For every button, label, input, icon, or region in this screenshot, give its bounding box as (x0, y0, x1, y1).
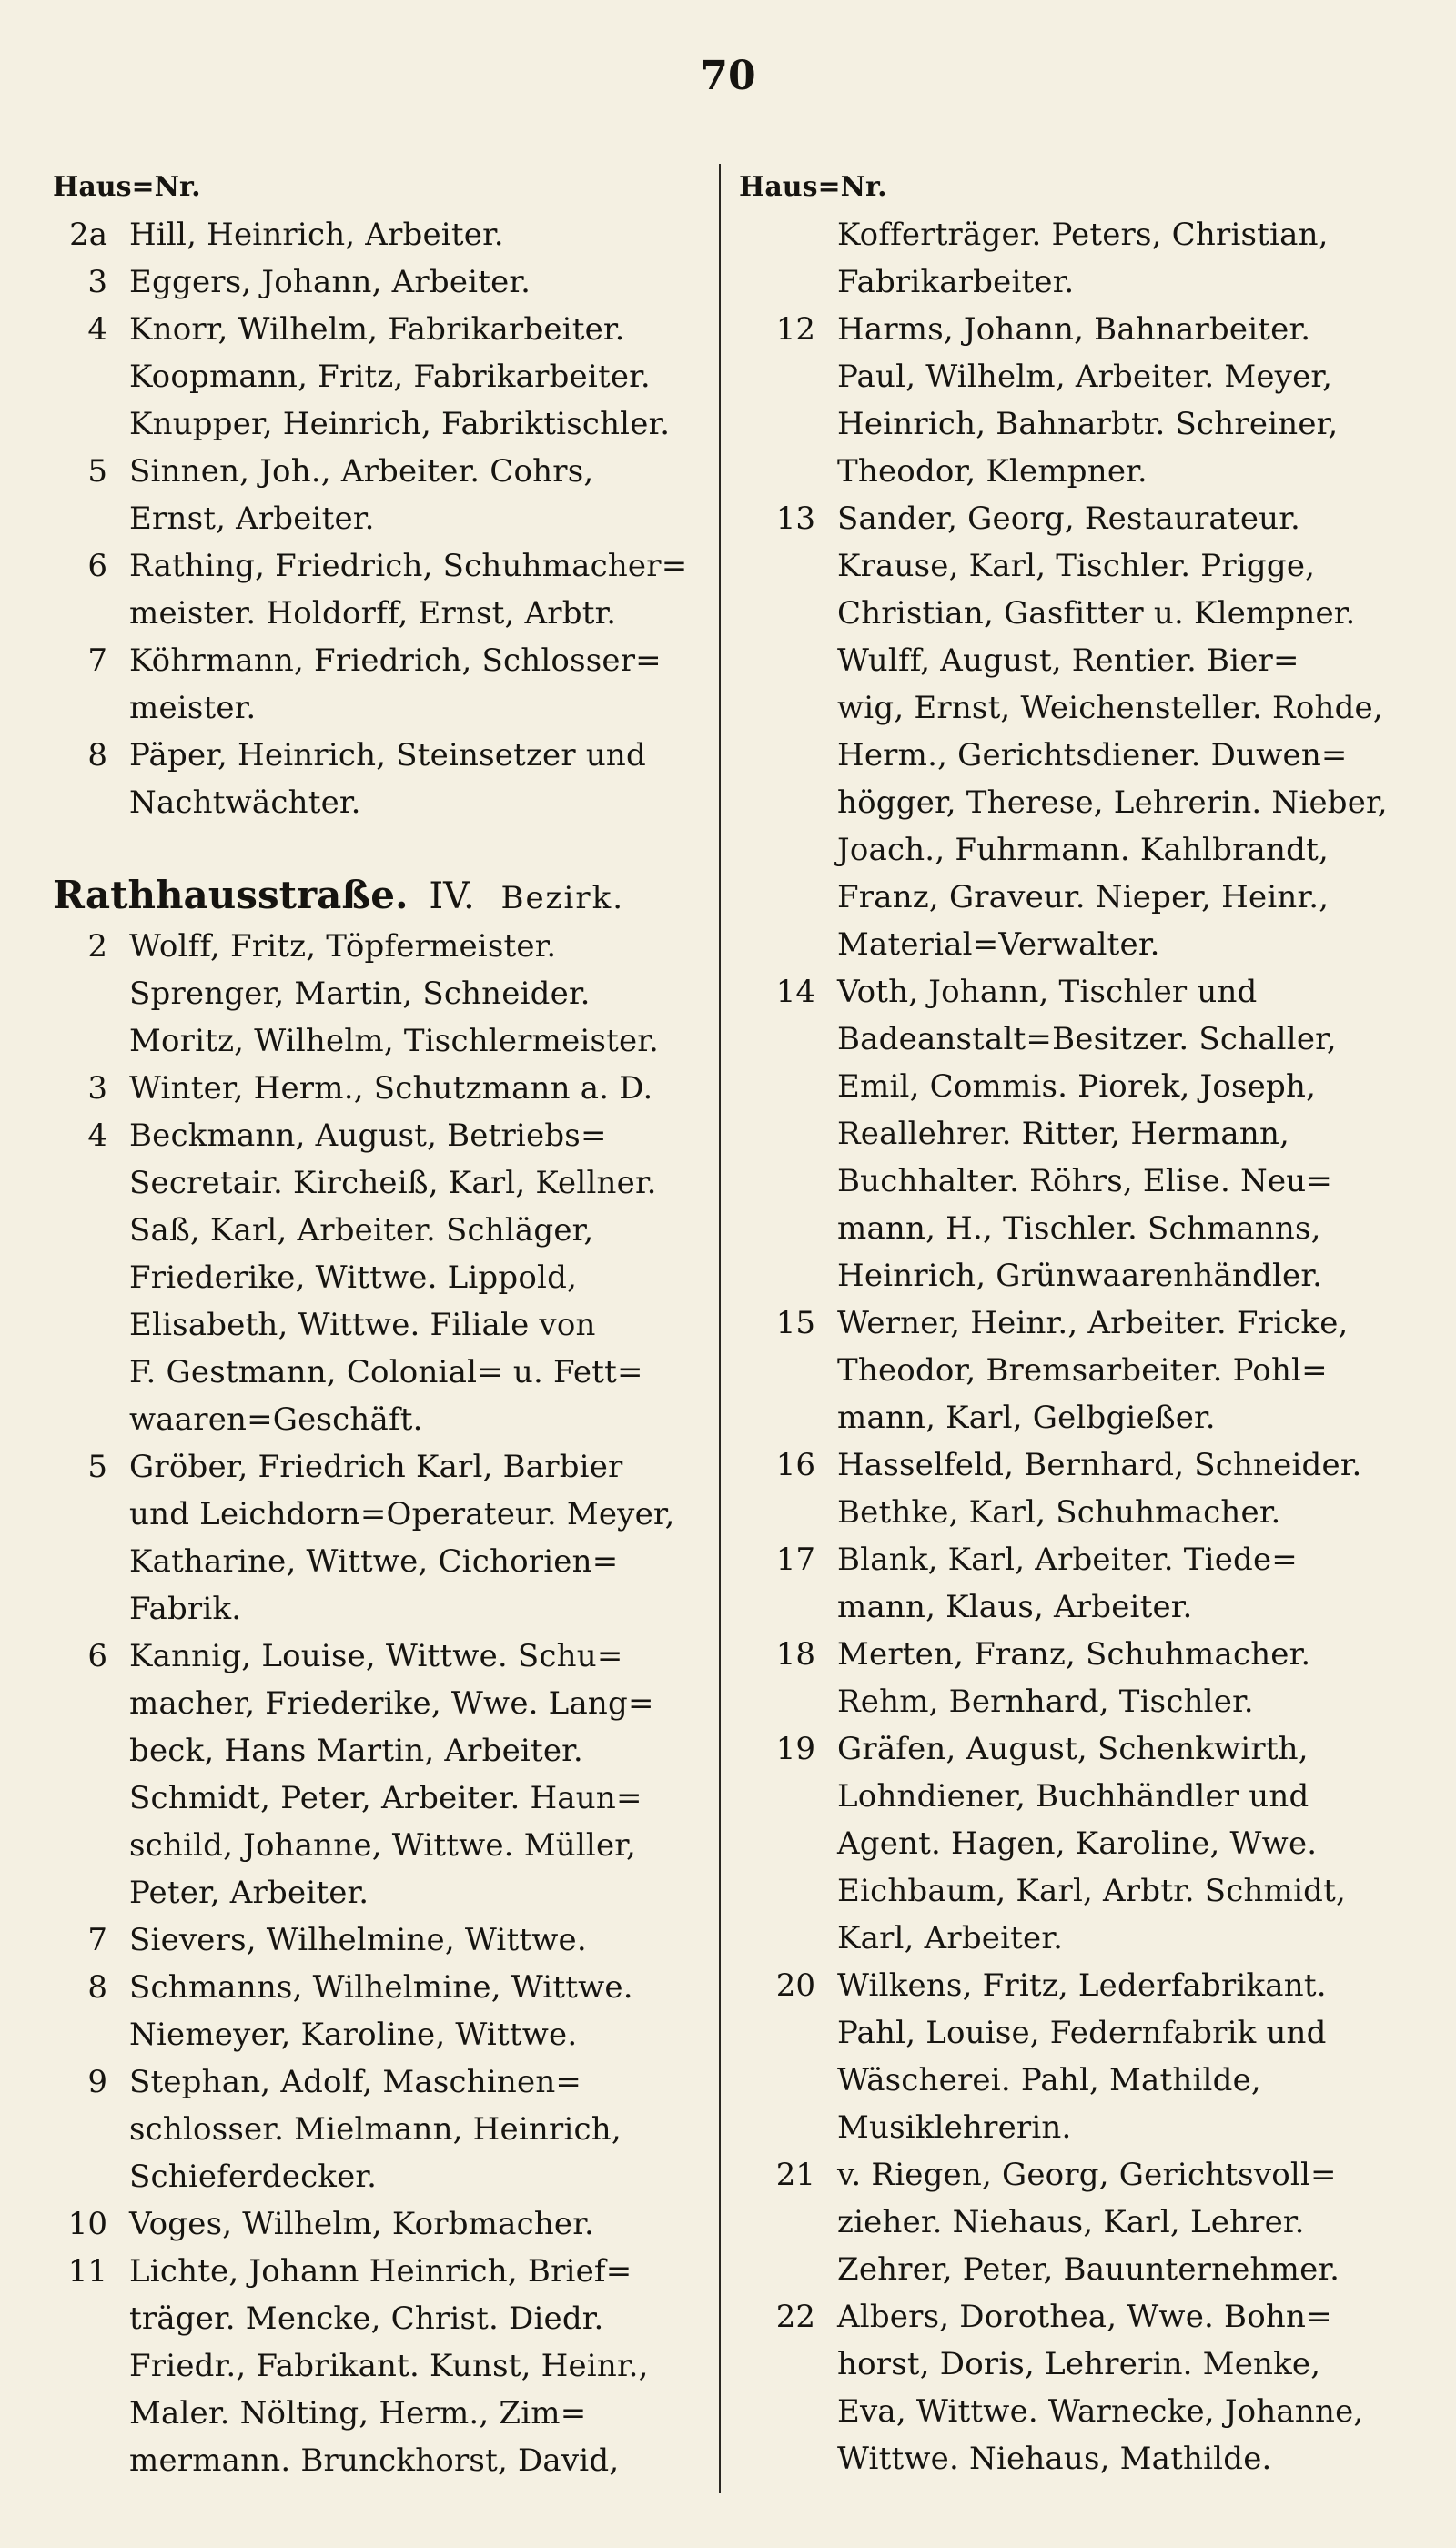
resident-text (837, 1536, 1394, 1631)
resident-text (129, 1964, 708, 2058)
resident-text (837, 968, 1394, 1299)
house-number: 4 (87, 311, 107, 348)
text-line: Musiklehrerin. (837, 2109, 1072, 2146)
directory-entry (53, 1065, 708, 1112)
text-line: mermann. Brunckhorst, David, (129, 2442, 620, 2479)
house-number-label: Haus=Nr. (739, 171, 887, 203)
text-line: Niemeyer, Karoline, Wittwe. (129, 2017, 578, 2053)
text-line: Pahl, Louise, Federnfabrik und (837, 2015, 1327, 2051)
text-line: Hill, Heinrich, Arbeiter. (129, 217, 504, 253)
street-heading (53, 868, 708, 923)
resident-text (837, 211, 1394, 306)
text-line: Winter, Herm., Schutzmann a. D. (129, 1070, 653, 1107)
house-number: 8 (87, 1969, 107, 2006)
resident-text (129, 2200, 708, 2248)
text-line: Voges, Wilhelm, Korbmacher. (129, 2206, 594, 2242)
resident-text (129, 2058, 708, 2200)
directory-entry (53, 1964, 708, 2058)
house-number: 14 (775, 974, 815, 1010)
directory-entry (53, 542, 708, 637)
text-line: waaren=Geschäft. (129, 1401, 423, 1438)
house-number: 21 (775, 2157, 815, 2193)
text-line: Sander, Georg, Restaurateur. (837, 500, 1300, 537)
house-number: 11 (67, 2253, 107, 2290)
text-line: Emil, Commis. Piorek, Joseph, (837, 1068, 1317, 1105)
text-line: Heinrich, Grünwaarenhändler. (837, 1258, 1323, 1294)
directory-entry (739, 2293, 1394, 2482)
resident-text (129, 923, 708, 1065)
house-number: 20 (775, 1967, 815, 2004)
text-line: Koopmann, Fritz, Fabrikarbeiter. (129, 359, 651, 395)
house-number: 6 (87, 1638, 107, 1674)
text-line: meister. (129, 690, 257, 726)
text-line: Blank, Karl, Arbeiter. Tiede= (837, 1542, 1298, 1578)
text-line: Kannig, Louise, Wittwe. Schu= (129, 1638, 623, 1674)
text-line: Knorr, Wilhelm, Fabrikarbeiter. (129, 311, 625, 348)
house-number: 22 (775, 2299, 815, 2335)
resident-text (129, 2248, 708, 2484)
directory-entry (53, 732, 708, 826)
text-line: Voth, Johann, Tischler und (837, 974, 1258, 1010)
text-line: Theodor, Klempner. (837, 453, 1148, 490)
text-line: Kofferträger. Peters, Christian, (837, 217, 1329, 253)
directory-entry (739, 1441, 1394, 1536)
text-line: Paul, Wilhelm, Arbeiter. Meyer, (837, 359, 1333, 395)
text-line: Knupper, Heinrich, Fabriktischler. (129, 406, 671, 442)
text-line: meister. Holdorff, Ernst, Arbtr. (129, 595, 617, 632)
directory-entry (53, 637, 708, 732)
text-line: wig, Ernst, Weichensteller. Rohde, (837, 690, 1383, 726)
directory-entry (739, 495, 1394, 968)
house-number: 2 (87, 928, 107, 965)
house-number: 5 (87, 1449, 107, 1485)
resident-text (837, 1725, 1394, 1962)
directory-entry (739, 211, 1394, 306)
text-line: Päper, Heinrich, Steinsetzer und (129, 737, 646, 774)
resident-text (129, 1112, 708, 1443)
text-line: Schieferdecker. (129, 2159, 378, 2195)
house-number: 16 (775, 1447, 815, 1483)
text-line: Agent. Hagen, Karoline, Wwe. (837, 1825, 1318, 1862)
text-line: Theodor, Bremsarbeiter. Pohl= (837, 1352, 1328, 1389)
text-line: Albers, Dorothea, Wwe. Bohn= (837, 2299, 1332, 2335)
text-line: Maler. Nölting, Herm., Zim= (129, 2395, 587, 2432)
directory-entry (53, 306, 708, 448)
text-line: Schmidt, Peter, Arbeiter. Haun= (129, 1780, 642, 1816)
resident-text (129, 542, 708, 637)
text-line: und Leichdorn=Operateur. Meyer, (129, 1496, 675, 1532)
text-line: Köhrmann, Friedrich, Schlosser= (129, 642, 662, 679)
text-line: Badeanstalt=Besitzer. Schaller, (837, 1021, 1337, 1057)
text-line: Krause, Karl, Tischler. Prigge, (837, 548, 1316, 584)
house-number: 9 (87, 2064, 107, 2100)
text-line: Saß, Karl, Arbeiter. Schläger, (129, 1212, 594, 1249)
text-line: Sinnen, Joh., Arbeiter. Cohrs, (129, 453, 594, 490)
resident-text (129, 1916, 708, 1964)
directory-entry (53, 1112, 708, 1443)
house-number: 19 (775, 1731, 815, 1767)
text-line: Reallehrer. Ritter, Hermann, (837, 1116, 1290, 1152)
house-number: 13 (775, 500, 815, 537)
text-line: Bethke, Karl, Schuhmacher. (837, 1494, 1281, 1531)
text-line: macher, Friederike, Wwe. Lang= (129, 1685, 654, 1722)
text-line: Eva, Wittwe. Warnecke, Johanne, (837, 2393, 1364, 2430)
left-column (53, 164, 708, 2484)
text-line: Rehm, Bernhard, Tischler. (837, 1684, 1254, 1720)
text-line: Lohndiener, Buchhändler und (837, 1778, 1309, 1815)
text-line: Lichte, Johann Heinrich, Brief= (129, 2253, 632, 2290)
entry-list (53, 923, 708, 2484)
column-divider (719, 164, 721, 2493)
resident-text (129, 1443, 708, 1633)
resident-text (129, 306, 708, 448)
directory-entry (53, 2248, 708, 2484)
resident-text (837, 1631, 1394, 1725)
text-line: Fabrikarbeiter. (837, 264, 1075, 300)
resident-text (129, 1065, 708, 1112)
street-name: Rathhausstraße. (53, 873, 409, 917)
text-line: Wulff, August, Rentier. Bier= (837, 642, 1299, 679)
house-number: 7 (87, 1922, 107, 1958)
text-line: Gröber, Friedrich Karl, Barbier (129, 1449, 623, 1485)
page-number: 70 (700, 53, 756, 99)
house-number: 4 (87, 1117, 107, 1154)
text-line: Eggers, Johann, Arbeiter. (129, 264, 531, 300)
resident-text (129, 732, 708, 826)
directory-entry (739, 1631, 1394, 1725)
text-line: Christian, Gasfitter u. Klempner. (837, 595, 1356, 632)
directory-entry (53, 258, 708, 306)
text-line: Joach., Fuhrmann. Kahlbrandt, (837, 832, 1329, 868)
directory-entry (739, 2151, 1394, 2293)
text-line: Werner, Heinr., Arbeiter. Fricke, (837, 1305, 1349, 1341)
resident-text (129, 448, 708, 542)
text-line: Friedr., Fabrikant. Kunst, Heinr., (129, 2348, 649, 2384)
right-column (739, 164, 1394, 2482)
directory-entry (53, 923, 708, 1065)
house-number: 3 (87, 1070, 107, 1107)
text-line: schild, Johanne, Wittwe. Müller, (129, 1827, 637, 1864)
text-line: schlosser. Mielmann, Heinrich, (129, 2111, 622, 2148)
text-line: horst, Doris, Lehrerin. Menke, (837, 2346, 1321, 2382)
text-line: Zehrer, Peter, Bauunternehmer. (837, 2251, 1340, 2288)
text-line: träger. Mencke, Christ. Diedr. (129, 2300, 604, 2337)
text-line: beck, Hans Martin, Arbeiter. (129, 1733, 583, 1769)
text-line: Merten, Franz, Schuhmacher. (837, 1636, 1311, 1673)
house-number: 8 (87, 737, 107, 774)
text-line: Schmanns, Wilhelmine, Wittwe. (129, 1969, 633, 2006)
district-number: IV. (429, 875, 475, 917)
text-line: Wilkens, Fritz, Lederfabrikant. (837, 1967, 1327, 2004)
directory-entry (739, 968, 1394, 1299)
text-line: Hasselfeld, Bernhard, Schneider. (837, 1447, 1362, 1483)
directory-entry (53, 2200, 708, 2248)
text-line: Sievers, Wilhelmine, Wittwe. (129, 1922, 587, 1958)
text-line: Herm., Gerichtsdiener. Duwen= (837, 737, 1348, 774)
directory-entry (53, 2058, 708, 2200)
text-line: Wäscherei. Pahl, Mathilde, (837, 2062, 1261, 2098)
directory-entry (53, 448, 708, 542)
house-number: 2a (69, 217, 107, 253)
text-line: F. Gestmann, Colonial= u. Fett= (129, 1354, 643, 1390)
house-number: 18 (775, 1636, 815, 1673)
text-line: Stephan, Adolf, Maschinen= (129, 2064, 582, 2100)
resident-text (837, 2151, 1394, 2293)
house-number-label: Haus=Nr. (53, 171, 201, 203)
text-line: Eichbaum, Karl, Arbtr. Schmidt, (837, 1873, 1346, 1909)
resident-text (129, 1633, 708, 1916)
house-number: 17 (775, 1542, 815, 1578)
text-line: Buchhalter. Röhrs, Elise. Neu= (837, 1163, 1333, 1199)
house-number: 10 (67, 2206, 107, 2242)
resident-text (129, 637, 708, 732)
text-line: mann, Karl, Gelbgießer. (837, 1400, 1216, 1436)
directory-entry (53, 1443, 708, 1633)
entry-list (739, 211, 1394, 2482)
house-number: 15 (775, 1305, 815, 1341)
directory-entry (53, 1633, 708, 1916)
resident-text (837, 2293, 1394, 2482)
house-number: 3 (87, 264, 107, 300)
text-line: Sprenger, Martin, Schneider. (129, 976, 591, 1012)
directory-entry (739, 1536, 1394, 1631)
directory-entry (739, 1299, 1394, 1441)
text-line: Elisabeth, Wittwe. Filiale von (129, 1307, 596, 1343)
resident-text (837, 1962, 1394, 2151)
text-line: Material=Verwalter. (837, 926, 1160, 963)
resident-text (837, 495, 1394, 968)
text-line: Beckmann, August, Betriebs= (129, 1117, 607, 1154)
directory-entry (739, 1725, 1394, 1962)
text-line: Katharine, Wittwe, Cichorien= (129, 1543, 619, 1580)
house-number: 12 (775, 311, 815, 348)
text-line: Wittwe. Niehaus, Mathilde. (837, 2441, 1272, 2477)
text-line: Karl, Arbeiter. (837, 1920, 1064, 1956)
directory-entry (739, 1962, 1394, 2151)
text-line: Peter, Arbeiter. (129, 1875, 369, 1911)
text-line: zieher. Niehaus, Karl, Lehrer. (837, 2204, 1305, 2240)
house-number: 5 (87, 453, 107, 490)
text-line: v. Riegen, Georg, Gerichtsvoll= (837, 2157, 1337, 2193)
house-number: 7 (87, 642, 107, 679)
resident-text (129, 211, 708, 258)
text-line: Heinrich, Bahnarbtr. Schreiner, (837, 406, 1339, 442)
text-line: mann, Klaus, Arbeiter. (837, 1589, 1193, 1625)
directory-entry (53, 1916, 708, 1964)
text-line: Wolff, Fritz, Töpfermeister. (129, 928, 557, 965)
text-line: Nachtwächter. (129, 784, 361, 821)
resident-text (837, 1299, 1394, 1441)
directory-entry (53, 211, 708, 258)
resident-text (837, 1441, 1394, 1536)
text-line: Franz, Graveur. Nieper, Heinr., (837, 879, 1330, 915)
district-label: Bezirk. (500, 880, 625, 916)
directory-entry (739, 306, 1394, 495)
entry-list (53, 211, 708, 826)
text-line: Gräfen, August, Schenkwirth, (837, 1731, 1309, 1767)
text-line: Fabrik. (129, 1591, 242, 1627)
text-line: Ernst, Arbeiter. (129, 500, 375, 537)
text-line: Harms, Johann, Bahnarbeiter. (837, 311, 1311, 348)
text-line: mann, H., Tischler. Schmanns, (837, 1210, 1321, 1247)
text-line: Rathing, Friedrich, Schuhmacher= (129, 548, 688, 584)
resident-text (837, 306, 1394, 495)
text-line: högger, Therese, Lehrerin. Nieber, (837, 784, 1388, 821)
resident-text (129, 258, 708, 306)
text-line: Secretair. Kircheiß, Karl, Kellner. (129, 1165, 657, 1201)
text-line: Moritz, Wilhelm, Tischlermeister. (129, 1023, 660, 1059)
text-line: Friederike, Wittwe. Lippold, (129, 1259, 578, 1296)
house-number: 6 (87, 548, 107, 584)
